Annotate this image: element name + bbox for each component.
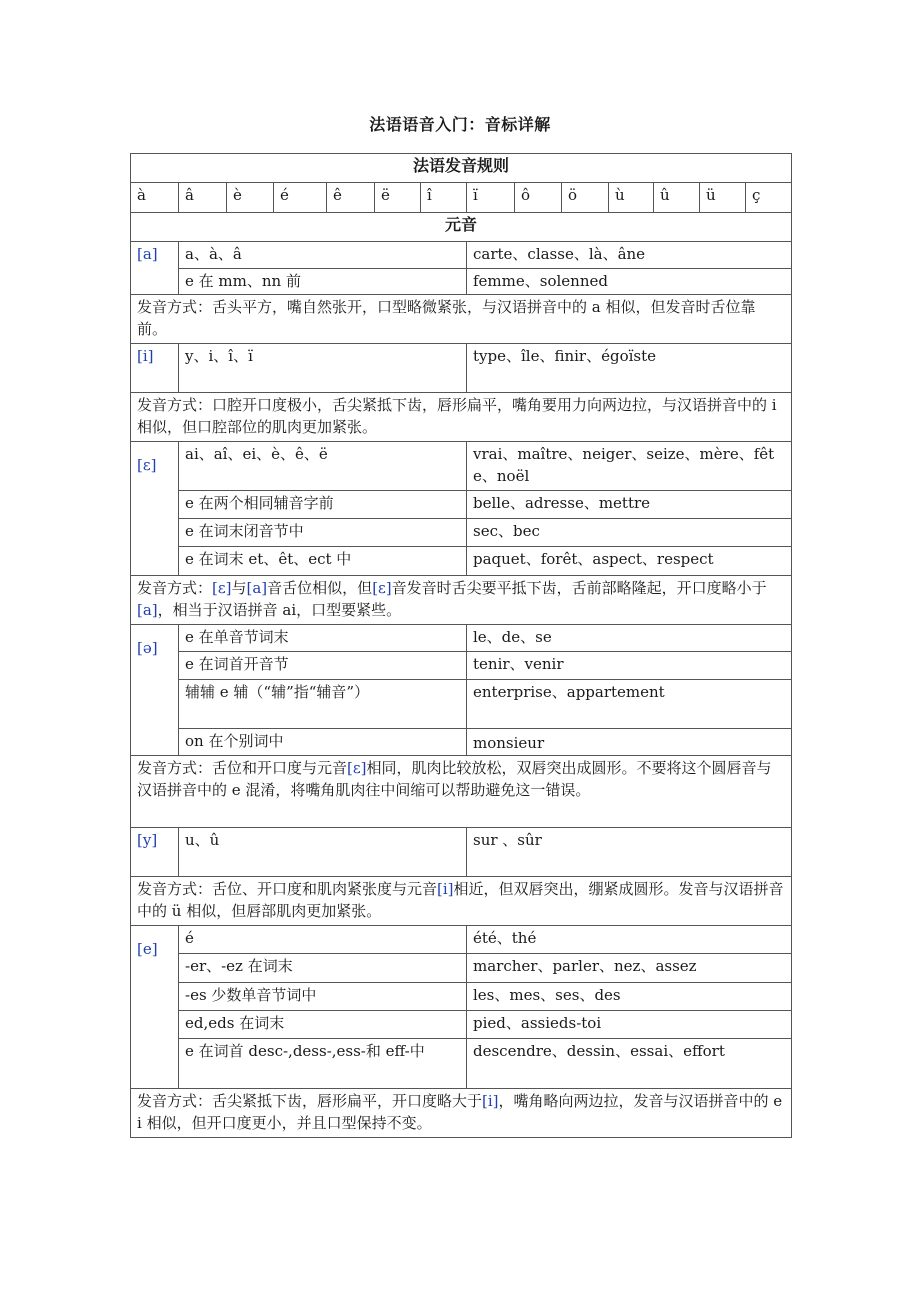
example-cell: type、île、finir、égoïste: [467, 344, 792, 393]
spelling-cell: e 在 mm、nn 前: [179, 269, 467, 295]
example-cell: paquet、forêt、aspect、respect: [467, 547, 792, 576]
example-cell: tenir、venir: [467, 652, 792, 680]
pronunciation-description: 发音方式：口腔开口度极小，舌尖紧抵下齿，唇形扁平，嘴角要用力向两边拉，与汉语拼音中的 i 相似，但口腔部位的肌肉更加紧张。: [131, 393, 792, 442]
phonetic-symbol: [ə]: [131, 625, 179, 756]
spelling-cell: u、û: [179, 828, 467, 877]
example-cell: carte、classe、là、âne: [467, 242, 792, 269]
accent-row: [131, 183, 792, 213]
phonetic-symbol: [ε]: [131, 442, 179, 576]
spelling-cell: -er、-ez 在词末: [179, 954, 467, 983]
spelling-cell: -es 少数单音节词中: [179, 983, 467, 1011]
pronunciation-rules-table: [130, 153, 792, 1138]
table-row: [131, 625, 792, 652]
table-row: [131, 926, 792, 954]
table-row: [131, 442, 792, 491]
table-row: [131, 983, 792, 1011]
spelling-cell: 辅辅 e 辅（“辅”指“辅音”）: [179, 680, 467, 729]
table-row: [131, 491, 792, 519]
spelling-cell: on 在个别词中: [179, 729, 467, 756]
pronunciation-description: 发音方式：舌位、开口度和肌肉紧张度与元音[i]相近，但双唇突出，绷紧成圆形。发音与汉语拼音中的 ü 相似，但唇部肌肉更加紧张。: [131, 877, 792, 926]
table-row: [131, 242, 792, 269]
table-row: [131, 269, 792, 295]
example-cell: marcher、parler、nez、assez: [467, 954, 792, 983]
section-heading-vowels: 元音: [131, 213, 792, 242]
table-row: [131, 1011, 792, 1039]
spelling-cell: e 在词末闭音节中: [179, 519, 467, 547]
table-row: [131, 954, 792, 983]
accent-cell: ê: [327, 183, 375, 213]
phonetic-symbol: [a]: [131, 242, 179, 295]
example-cell: les、mes、ses、des: [467, 983, 792, 1011]
spelling-cell: e 在词首 desc-,dess-,ess-和 eff-中: [179, 1039, 467, 1089]
example-cell: descendre、dessin、essai、effort: [467, 1039, 792, 1089]
accent-cell: ï: [467, 183, 515, 213]
spelling-cell: ai、aî、ei、è、ê、ë: [179, 442, 467, 491]
spelling-cell: ed,eds 在词末: [179, 1011, 467, 1039]
accent-cell: ô: [515, 183, 562, 213]
document-title: 法语语音入门：音标详解: [369, 115, 551, 134]
example-cell: femme、solenned: [467, 269, 792, 295]
accent-cell: é: [274, 183, 327, 213]
example-cell: enterprise、appartement: [467, 680, 792, 729]
accent-cell: û: [654, 183, 700, 213]
accent-cell: â: [179, 183, 227, 213]
accent-cell: à: [131, 183, 179, 213]
accent-cell: ö: [562, 183, 609, 213]
pronunciation-description: 发音方式：舌位和开口度与元音[ε]相同，肌肉比较放松，双唇突出成圆形。不要将这个圆唇音与汉语拼音中的 e 混淆，将嘴角肌肉往中间缩可以帮助避免这一错误。: [131, 756, 792, 828]
table-row: [131, 680, 792, 729]
accent-cell: ç: [746, 183, 792, 213]
spelling-cell: é: [179, 926, 467, 954]
example-cell: sec、bec: [467, 519, 792, 547]
phonetic-symbol: [e]: [131, 926, 179, 1089]
spelling-cell: e 在词末 et、êt、ect 中: [179, 547, 467, 576]
spelling-cell: e 在词首开音节: [179, 652, 467, 680]
accent-cell: î: [421, 183, 467, 213]
example-cell: sur 、sûr: [467, 828, 792, 877]
table-row: [131, 1039, 792, 1089]
phonetic-symbol: [y]: [131, 828, 179, 877]
accent-cell: ù: [609, 183, 654, 213]
example-cell: monsieur: [467, 729, 792, 756]
table-row: [131, 547, 792, 576]
spelling-cell: y、i、î、ï: [179, 344, 467, 393]
table-heading: 法语发音规则: [131, 154, 792, 183]
example-cell: pied、assieds-toi: [467, 1011, 792, 1039]
example-cell: vrai、maître、neiger、seize、mère、fête、noël: [467, 442, 792, 491]
spelling-cell: e 在两个相同辅音字前: [179, 491, 467, 519]
pronunciation-description: 发音方式：舌尖紧抵下齿，唇形扁平，开口度略大于[i]，嘴角略向两边拉，发音与汉语拼音中的 ei 相似，但开口度更小，并且口型保持不变。: [131, 1089, 792, 1138]
accent-cell: è: [227, 183, 274, 213]
table-row: [131, 344, 792, 393]
pronunciation-description: 发音方式：舌头平方，嘴自然张开，口型略微紧张，与汉语拼音中的 a 相似，但发音时舌位靠前。: [131, 295, 792, 344]
example-cell: été、thé: [467, 926, 792, 954]
spelling-cell: a、à、â: [179, 242, 467, 269]
accent-cell: ë: [375, 183, 421, 213]
example-cell: belle、adresse、mettre: [467, 491, 792, 519]
accent-cell: ü: [700, 183, 746, 213]
table-row: [131, 729, 792, 756]
spelling-cell: e 在单音节词末: [179, 625, 467, 652]
phonetic-symbol: [i]: [131, 344, 179, 393]
example-cell: le、de、se: [467, 625, 792, 652]
table-row: [131, 828, 792, 877]
table-row: [131, 519, 792, 547]
table-row: [131, 652, 792, 680]
pronunciation-description: 发音方式：[ε]与[a]音舌位相似，但[ε]音发音时舌尖要平抵下齿，舌前部略隆起，开口度略小于[a]，相当于汉语拼音 ai，口型要紧些。: [131, 576, 792, 625]
